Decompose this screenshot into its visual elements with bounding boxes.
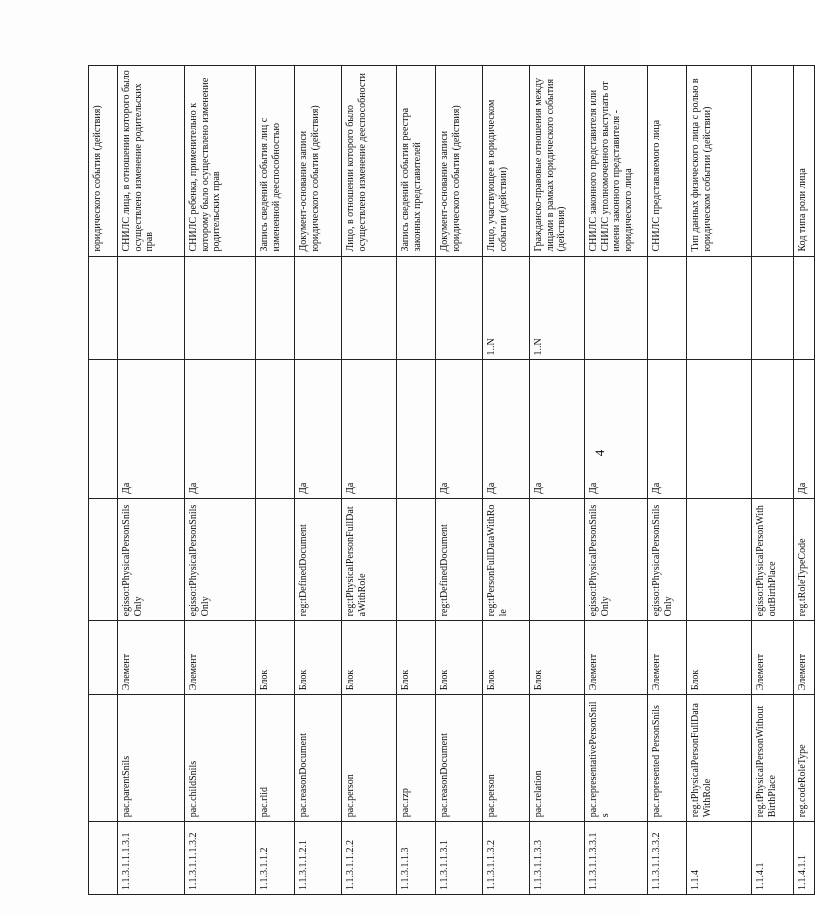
cell-description: Лицо, в отношении которого было осуществлено изменение дееспособности [342,66,397,257]
cell-description: Гражданско-правовые отношения между лицами в рамках юридического события (действия) [530,66,585,257]
cell-type: egisso:tPhysicalPersonSnilsOnly [648,499,687,621]
cell-type: egisso:tPhysicalPersonSnilsOnly [118,499,185,621]
table-row [118,66,185,895]
cell-element-name: reg.codeRoleType [794,695,815,822]
cell-kind: Элемент [118,621,185,695]
cell-multiplicity [89,256,118,360]
cell-description: Документ-основание записи юридического события (действия) [436,66,483,257]
cell-description: СНИЛС лица, в отношении которого было осуществлено изменение родительских прав [118,66,185,257]
table-row [648,66,687,895]
cell-description: Запись сведений события реестра законных представителей [397,66,436,257]
cell-number: 1.1.3.1.1.3.3 [530,822,585,895]
table-row [295,66,342,895]
cell-type [530,499,585,621]
cell-number: 1.1.3.1.1.3.2 [483,822,530,895]
cell-type [256,499,295,621]
cell-kind: Элемент [794,621,815,695]
table-body [89,66,815,895]
cell-kind: Блок [295,621,342,695]
cell-number [89,822,118,895]
cell-required: Да [118,360,185,499]
cell-element-name: pac.reasonDocument [436,695,483,822]
page-number: 4 [592,449,607,457]
cell-description: СНИЛС ребенка, применительно к которому было осуществлено изменение родительских прав [185,66,256,257]
cell-type: reg:tPersonFullDataWithRole [483,499,530,621]
cell-multiplicity [118,256,185,360]
cell-type [687,499,752,621]
cell-description: Запись сведений события лиц с измененной дееспособностью [256,66,295,257]
cell-required: Да [436,360,483,499]
table-row [794,66,815,895]
cell-multiplicity [687,256,752,360]
cell-number: 1.1.4.1 [752,822,794,895]
cell-element-name: pac.person [483,695,530,822]
rotated-table-wrapper [88,65,808,895]
cell-element-name: pac.reasonDocument [295,695,342,822]
cell-multiplicity [648,256,687,360]
cell-kind: Блок [397,621,436,695]
cell-multiplicity [185,256,256,360]
cell-kind: Элемент [648,621,687,695]
cell-description: Лицо, участвующее в юридическом событии (действии) [483,66,530,257]
cell-required: Да [530,360,585,499]
cell-element-name: pac.parentSnils [118,695,185,822]
table-row [89,66,118,895]
cell-required [397,360,436,499]
table-container [88,65,808,895]
table-row [687,66,752,895]
cell-number: 1.1.4.1.1 [794,822,815,895]
cell-kind: Элемент [752,621,794,695]
cell-type [89,499,118,621]
cell-kind: Элемент [585,621,648,695]
cell-element-name: pac.represented PersonSnils [648,695,687,822]
cell-description: СНИЛС законного представителя или СНИЛС уполномоченного выступать от имени законного представителя - юридического лица [585,66,648,257]
cell-required [752,360,794,499]
cell-element-name: reg.tPhysicalPersonFullDataWithRole [687,695,752,822]
cell-element-name: pac.rzp [397,695,436,822]
cell-kind: Блок [436,621,483,695]
cell-kind: Элемент [185,621,256,695]
cell-kind: Блок [256,621,295,695]
cell-description: Код типа роли лица [794,66,815,257]
cell-number: 1.1.4 [687,822,752,895]
specification-table [88,65,815,895]
cell-required: Да [585,360,648,499]
cell-required [89,360,118,499]
cell-required: Да [483,360,530,499]
cell-type: reg.tRoleTypeCode [794,499,815,621]
cell-number: 1.1.3.1.1.2 [256,822,295,895]
cell-element-name: pac.representativePersonSnils [585,695,648,822]
cell-type: reg:tPhysicalPersonFullDataWithRole [342,499,397,621]
cell-kind: Блок [687,621,752,695]
table-row [342,66,397,895]
cell-description: юридического события (действия) [89,66,118,257]
cell-number: 1.1.3.1.1.2.1 [295,822,342,895]
table-row [752,66,794,895]
cell-required [256,360,295,499]
cell-required: Да [794,360,815,499]
table-row [256,66,295,895]
cell-type [397,499,436,621]
cell-required [687,360,752,499]
cell-number: 1.1.3.1.1.3 [397,822,436,895]
cell-kind: Блок [342,621,397,695]
table-row [483,66,530,895]
table-row [530,66,585,895]
cell-required: Да [648,360,687,499]
cell-number: 1.1.3.1.1.1.3.2 [185,822,256,895]
cell-required: Да [295,360,342,499]
cell-multiplicity [295,256,342,360]
table-row [185,66,256,895]
cell-number: 1.1.3.1.1.3.3.2 [648,822,687,895]
cell-type: reg:tDefinedDocument [295,499,342,621]
cell-multiplicity: 1..N [530,256,585,360]
cell-multiplicity [397,256,436,360]
cell-element-name: pac.relation [530,695,585,822]
cell-required: Да [185,360,256,499]
cell-element-name [89,695,118,822]
cell-element-name: pac.rlid [256,695,295,822]
cell-kind [89,621,118,695]
cell-type: reg:tDefinedDocument [436,499,483,621]
cell-multiplicity [342,256,397,360]
cell-number: 1.1.3.1.1.3.3.1 [585,822,648,895]
table-row [436,66,483,895]
cell-multiplicity [585,256,648,360]
cell-number: 1.1.3.1.1.3.1 [436,822,483,895]
cell-kind: Блок [530,621,585,695]
cell-required: Да [342,360,397,499]
cell-multiplicity: 1..N [483,256,530,360]
cell-element-name: pac.person [342,695,397,822]
cell-kind: Блок [483,621,530,695]
cell-multiplicity [256,256,295,360]
table-row [397,66,436,895]
cell-multiplicity [794,256,815,360]
cell-number: 1.1.3.1.1.2.2 [342,822,397,895]
cell-number: 1.1.3.1.1.1.3.1 [118,822,185,895]
cell-multiplicity [752,256,794,360]
cell-type: egisso:tPhysicalPersonSnilsOnly [185,499,256,621]
cell-type: egisso:tPhysicalPersonSnilsOnly [585,499,648,621]
cell-element-name: pac.childSnils [185,695,256,822]
cell-type: egisso:tPhysicalPersonWithoutBirthPlace [752,499,794,621]
cell-description: Документ-основание записи юридического события (действия) [295,66,342,257]
cell-description: СНИЛС представляемого лица [648,66,687,257]
table-row [585,66,648,895]
cell-multiplicity [436,256,483,360]
cell-element-name: reg.tPhysicalPersonWithoutBirthPlace [752,695,794,822]
cell-description [752,66,794,257]
cell-description: Тип данных физического лица с ролью в юридическом событии (действии) [687,66,752,257]
